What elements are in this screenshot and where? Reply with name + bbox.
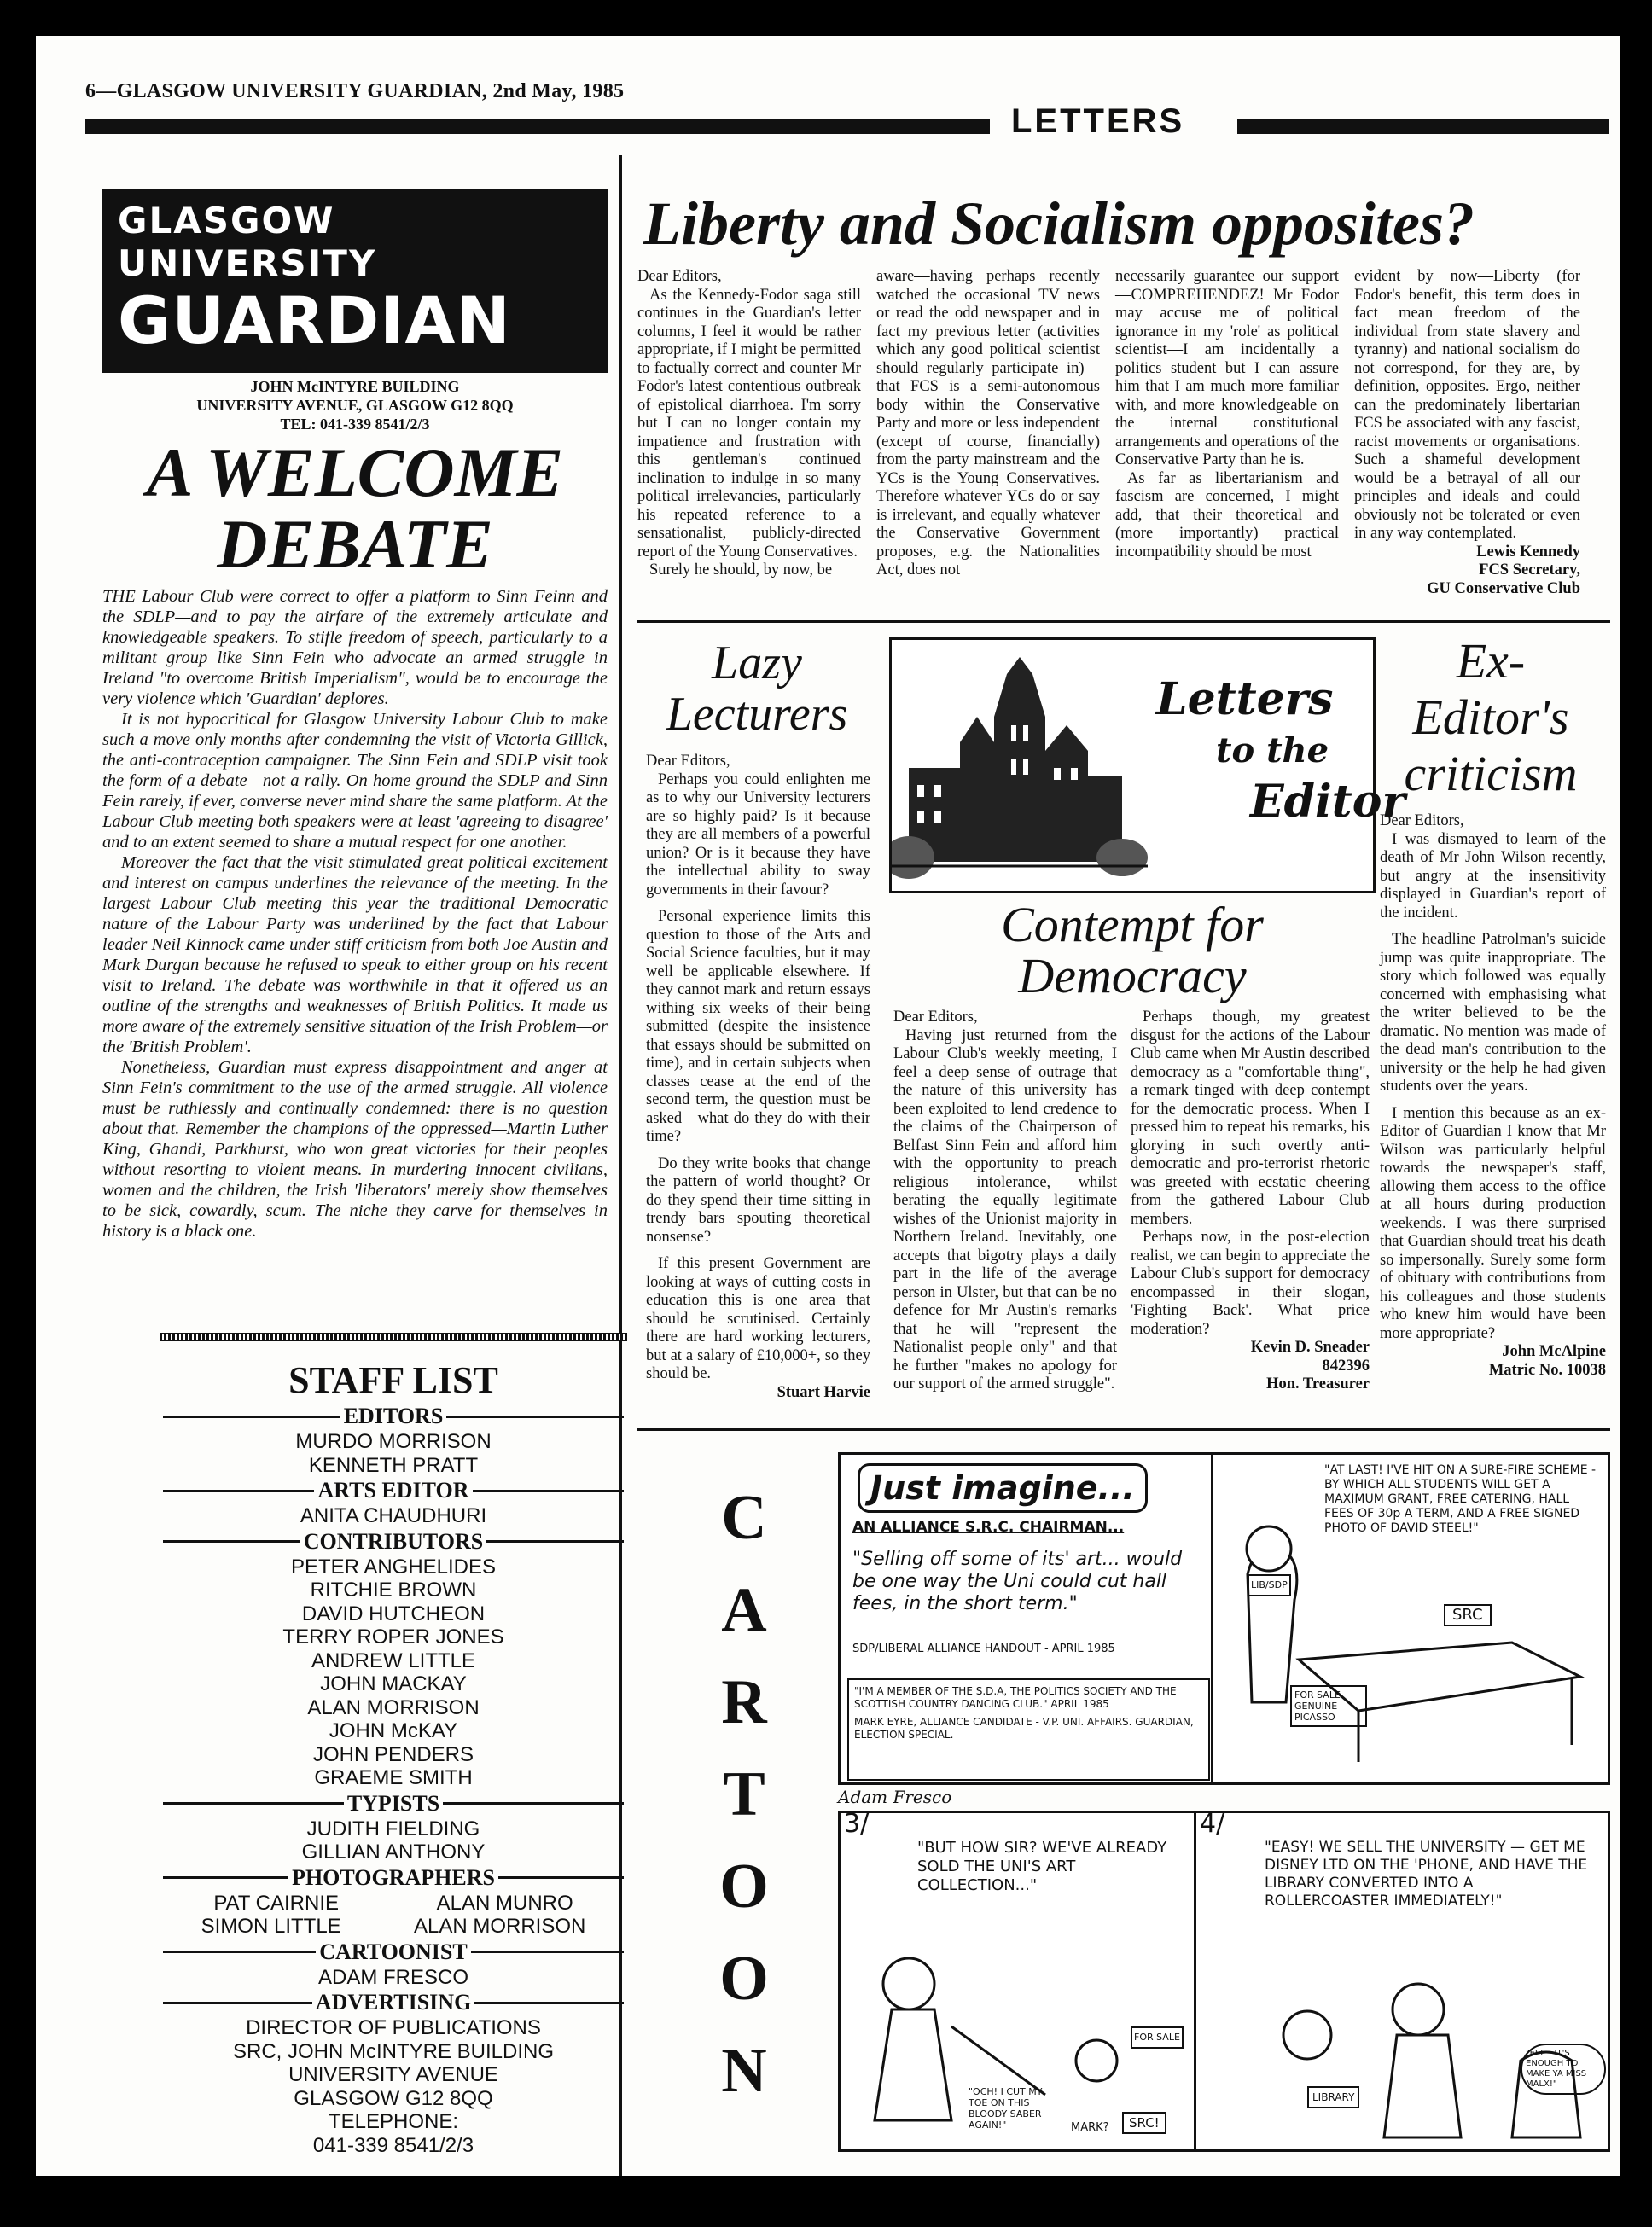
masthead-line3: GUARDIAN	[118, 282, 511, 358]
exeditor-headline-line3: criticism	[1404, 746, 1578, 801]
staff-name: ALAN MORRISON	[307, 1695, 480, 1719]
letter-paragraph: I mention this because as an ex-Editor of Guardian I know that Mr Wilson was particularly helpful towards the newspaper's staff, allowing them access to the office at all hours during production weekends. I was there surprised that Guardian should treat his death so impersonally. Surely some form of obituary with contributions from his colleagues and those students who knew him would have been more appropriate?	[1380, 1104, 1606, 1342]
signature: Hon. Treasurer	[1266, 1375, 1370, 1393]
cartoon-quote1: "Selling off some of its' art... would be one way the Uni could cut hall fees, in the short term."	[852, 1549, 1183, 1614]
liberty-col4	[1354, 268, 1580, 598]
cartoon-source1: SDP/LIBERAL ALLIANCE HANDOUT - APRIL 1985	[852, 1643, 1115, 1655]
staff-name: JUDITH FIELDING	[306, 1817, 480, 1840]
cartoon-panel-3	[838, 1811, 1196, 2152]
staff-heading: ARTS EDITOR	[160, 1478, 627, 1503]
editorial-title	[102, 433, 608, 583]
script-line3: Editor	[1250, 776, 1405, 828]
staff-name: PETER ANGHELIDES	[290, 1555, 497, 1579]
letter-paragraph: aware—having perhaps recently watched the occasional TV news or read the odd newspaper and in fact my previous letter (activities which any good political scientist should regularly participate in)—that FCS is a semi-autonomous body within the Conservative Party and more or less independent (except of course, financially) from the party mainstream and the YCs is the Young Conservatives. Therefore whatever YCs do or say is irrelevant, and equally whatever the Conservative Government proposes, e.g. the Nationalities Act, does not	[876, 268, 1100, 579]
letter-paragraph: As the Kennedy-Fodor saga still continues in the Guardian's letter columns, I feel it would be rather appropriate, if I might be permitted to factually correct and counter Mr Fodor's latest contentious outbreak of epistolical diarrhoea. I'm sorry but I can no longer contain my impatience and frustration with this gentleman's continued inclination to indulge in so many political irrelevancies, particularly his repeated reference to a sensationalist, publicly-directed report of the Young Conservatives.	[637, 286, 861, 561]
cartoon-figure-drawing	[1213, 1455, 1608, 1782]
staff-name: ADAM FRESCO	[317, 1965, 468, 1989]
cartoon-caption: AN ALLIANCE S.R.C. CHAIRMAN...	[852, 1519, 1125, 1536]
section-bar	[85, 102, 1609, 140]
cartoon-logo: Just imagine...	[858, 1463, 1148, 1513]
cartoon-letter: O	[719, 1852, 769, 1922]
section-bar-left	[85, 119, 990, 134]
section-title: LETTERS	[1011, 102, 1185, 140]
letter-paragraph: Having just returned from the Labour Club's weekly meeting, I feel a deep sense of outrage that the nature of this university has been exploited to lend credence to the claims of the Chairperson of Belfast Sinn Fein and afford him with the opportunity to preach religious intolerance, whilst berating the equally legitimate wishes of the Unionist majority in Northern Ireland. Inevitably, one accepts that bigotry plays a daily part in the life of the average person in Ulster, but that can be no defence for Mr Austin's remarks that he will "represent the Nationalist people only" and that he further "makes no apology for our support of the armed struggle".	[893, 1026, 1117, 1393]
cartoon-letter: R	[721, 1667, 767, 1737]
liberty-headline: Liberty and Socialism opposites?	[643, 189, 1475, 258]
lazy-body	[646, 753, 870, 1402]
signature: Lewis Kennedy	[1476, 543, 1580, 561]
staff-heading: PHOTOGRAPHERS	[160, 1865, 627, 1891]
staff-line: GLASGOW G12 8QQ	[294, 2086, 493, 2110]
editorial-paragraph: Moreover the fact that the visit stimulated great political excitement and interest on campus underlines the relevance of the meeting. In the largest Labour Club meeting this year the traditional Democratic nature of the Labour Party was underlined by the fact that Labour leader Neil Kinnock came under stiff criticism from both Joe Austin and Mark Durgan because he refused to speak to either group on his recent visit to Ireland. The debate was worthwhile in that it offered us an outline of the strengths and weaknesses of British Politics. It made us more aware of the extremely sensitive situation of the Irish Problem—or the 'British Problem'.	[102, 853, 608, 1056]
liberty-col2	[876, 268, 1100, 580]
editorial-title-line1: A WELCOME	[146, 433, 564, 511]
letter-paragraph: As far as libertarianism and fascism are concerned, I might add, that their theoretical and (more importantly) practical incompatibility should be most	[1115, 469, 1339, 561]
masthead-address	[102, 377, 608, 433]
staff-name: ANDREW LITTLE	[311, 1648, 476, 1672]
rule	[637, 620, 1610, 623]
lazy-headline-line1: Lazy	[712, 637, 802, 689]
signature: GU Conservative Club	[1427, 579, 1580, 597]
staff-heading: TYPISTS	[160, 1791, 627, 1817]
rule	[637, 1428, 1610, 1431]
letter-paragraph: Perhaps though, my greatest disgust for the actions of the Labour Club came when Mr Austin described democracy as a "comfortable thing", a remark tinged with deep contempt for the democratic process. When I pressed him to repeat his remarks, his glorying in such overtly anti-democratic and pro-terrorist rhetoric was greeted with ecstatic cheering from the gathered Labour Club members.	[1131, 1009, 1370, 1228]
staff-name: RITCHIE BROWN	[310, 1579, 477, 1602]
cartoon-bubble4: "EASY! WE SELL THE UNIVERSITY — GET ME DISNEY LTD ON THE 'PHONE, AND HAVE THE LIBRARY CONVERTED INTO A ROLLERCOASTER IMMEDIATELY!"	[1265, 1839, 1588, 1910]
cartoon-eee-bubble: "EEE - IT'S ENOUGH TO MAKE YA MISS MALX!"	[1521, 2044, 1606, 2095]
cartoon-artist-signature: Adam Fresco	[838, 1787, 952, 1807]
script-line1: Letters	[1156, 673, 1334, 725]
masthead-line1: GLASGOW	[118, 200, 335, 241]
staff-list-title: STAFF LIST	[288, 1359, 498, 1401]
lazy-headline	[637, 637, 876, 740]
contempt-headline	[889, 899, 1376, 1002]
staff-line: UNIVERSITY AVENUE	[288, 2063, 498, 2086]
staff-name: JOHN PENDERS	[312, 1742, 474, 1766]
cartoon-quote2: "I'M A MEMBER OF THE S.D.A, THE POLITICS SOCIETY AND THE SCOTTISH COUNTRY DANCING CLUB." APRIL 1985	[854, 1685, 1177, 1710]
address-line2: UNIVERSITY AVENUE, GLASGOW G12 8QQ	[196, 397, 514, 414]
cartoon-ouch: "OCH! I CUT MY TOE ON THIS BLOODY SABER AGAIN!"	[969, 2086, 1043, 2131]
masthead-line2: UNIVERSITY	[118, 242, 377, 284]
letter-paragraph: Surely he should, by now, be	[649, 561, 833, 579]
staff-list	[160, 1358, 627, 2157]
staff-name: DAVID HUTCHEON	[301, 1602, 486, 1625]
cartoon-letter: O	[719, 1944, 769, 2014]
editorial-body	[102, 586, 608, 1241]
letter-paragraph: Dear Editors,	[637, 268, 722, 285]
newspaper-page	[36, 36, 1620, 2176]
staff-row	[160, 1915, 627, 1939]
panel-number: 4/	[1200, 1809, 1225, 1839]
letter-paragraph: necessarily guarantee our support—COMPREHENDEZ! Mr Fodor may accuse me of political ignorance in my 'role' as political scientist—I am incidentally a politics student but I can assure him that I am much more familiar with, and more knowledgeable on the internal constitutional arrangements and operations of the Conservative Party than he is.	[1115, 268, 1339, 468]
staff-name: ANITA CHAUDHURI	[300, 1504, 487, 1527]
letter-paragraph: Dear Editors,	[893, 1009, 978, 1026]
cartoon-badge: LIB/SDP	[1248, 1574, 1291, 1596]
staff-heading: CARTOONIST	[160, 1939, 627, 1965]
signature: 842396	[1322, 1357, 1370, 1375]
cartoon-letter: N	[721, 2036, 767, 2106]
cartoon-sign-sale: FOR SALE GENUINE PICASSO	[1290, 1685, 1367, 1727]
cartoon-library-sign: LIBRARY	[1307, 2086, 1359, 2108]
cartoon-letter: T	[723, 1759, 765, 1829]
panel-number: 3/	[844, 1809, 870, 1839]
letter-paragraph: If this present Government are looking at ways of cutting costs in education this is one area that should be scrutinised. Certainly there are hard working lecturers, but at a salary of £10,000+, so they should be.	[646, 1255, 870, 1382]
cartoon-panel-4	[1196, 1811, 1610, 2152]
address-tel: TEL: 041-339 8541/2/3	[280, 416, 430, 433]
letter-paragraph: I was dismayed to learn of the death of Mr John Wilson recently, but angry at the insensitivity displayed in Guardian's report of the incident.	[1380, 830, 1606, 922]
contempt-headline-line1: Contempt for	[1001, 897, 1264, 952]
staff-name: ALAN MUNRO	[436, 1891, 573, 1915]
contempt-headline-line2: Democracy	[1018, 948, 1247, 1003]
staff-row	[160, 1892, 627, 1916]
cartoon-sign3: FOR SALE	[1131, 2026, 1184, 2049]
liberty-col1	[637, 268, 861, 580]
letter-paragraph: Dear Editors,	[1380, 812, 1464, 829]
signature: FCS Secretary,	[1479, 561, 1580, 579]
contempt-col2	[1131, 1009, 1370, 1394]
hatched-divider	[160, 1333, 627, 1341]
letter-paragraph: Do they write books that change the pattern of world thought? Or do they spend their time sitting in trendy bars spouting theoretical nonsense?	[646, 1154, 870, 1246]
letter-paragraph: evident by now—Liberty (for Fodor's benefit, this term does in fact mean freedom of the individual from state slavery and tyranny) and national socialism do not correspond, for they are, by definition, opposites. Ergo, neither can the predominately libertarian FCS be associated with any fascist, racist movements or organisations. Such a shameful development would be a betrayal of all our principles and ideals and could obviously not be tolerated or even in any way contemplated.	[1354, 268, 1580, 542]
letter-paragraph: Perhaps you could enlighten me as to why our University lecturers are so highly paid? Is it because they are all members of a powerful union? Or is it because they have the intellectual ability to sway governments in their favour?	[646, 770, 870, 898]
staff-name: KENNETH PRATT	[308, 1453, 479, 1477]
staff-name: JOHN McKAY	[329, 1719, 458, 1742]
cartoon-letter: C	[721, 1483, 767, 1553]
editorial-paragraph: Nonetheless, Guardian must express disappointment and anger at Sinn Fein's commitment to the use of the armed struggle. All violence must be ruthlessly and continually condemned: there is no question about that. Remember the champions of the oppressed—Martin Luther King, Ghandi, Parkhurst, who won great victories for their peoples without resorting to violent means. In murdering innocent civilians, women and the children, the Irish 'liberators' merely show themselves to be sick, cowardly, scum. The niche they carve for themselves in history is a black one.	[102, 1058, 608, 1241]
letter-paragraph: Personal experience limits this question to those of the Arts and Social Science faculties, but it may well be applicable elsewhere. If they cannot mark and return essays withing six weeks of their being submitted (despite the insistence that essays should be submitted on time), and in certain subjects when classes cease at the end of the second term, the question must be asked—what do they do with their time?	[646, 908, 870, 1145]
cartoon-bubble1: "AT LAST! I'VE HIT ON A SURE-FIRE SCHEME - BY WHICH ALL STUDENTS WILL GET A MAXIMUM GRANT, FREE CATERING, HALL FEES OF 30p A TERM, AND A FREE SIGNED PHOTO OF DAVID STEEL!"	[1324, 1463, 1597, 1535]
staff-heading: ADVERTISING	[160, 1990, 627, 2015]
exeditor-headline	[1376, 633, 1606, 802]
staff-line: 041-339 8541/2/3	[312, 2133, 474, 2157]
masthead	[102, 189, 608, 373]
cartoon-quote-box	[847, 1678, 1210, 1781]
staff-name: PAT CAIRNIE	[213, 1891, 340, 1915]
letter-paragraph: The headline Patrolman's suicide jump was quite inappropriate. The story which followed was equally concerned with emphasising what the writer believed to be the dramatic. No mention was made of the dead man's contribution to the university or the help he had given students over the years.	[1380, 931, 1606, 1095]
exeditor-headline-line1: Ex-	[1456, 633, 1526, 689]
editorial-title-line2: DEBATE	[217, 505, 493, 583]
letter-paragraph: Perhaps now, in the post-election realist, we can begin to appreciate the Labour Club's support for democracy encompassed in their slogan, 'Fighting Back'. What price moderation?	[1131, 1229, 1370, 1338]
staff-heading: EDITORS	[160, 1404, 627, 1429]
cartoon-panel-1	[838, 1452, 1213, 1785]
script-line2: to the	[1216, 730, 1329, 770]
signature: Kevin D. Sneader	[1250, 1339, 1370, 1356]
cartoon-src3: SRC!	[1122, 2112, 1166, 2134]
cartoon-panel-2	[1213, 1452, 1610, 1785]
editorial-paragraph: THE Labour Club were correct to offer a platform to Sinn Feinn and the SDLP—and to pay the airfare of the extremely articulate and knowledgeable speakers. To stifle freedom of speech, particularly to a militant group like Sinn Fein who advocate an armed struggle in Ireland "to overcome British Imperialism", would be to encourage the very violence which 'Guardian' deplores.	[102, 587, 608, 708]
letters-illustration	[889, 637, 1405, 893]
cartoon-source2: MARK EYRE, ALLIANCE CANDIDATE - V.P. UNI. AFFAIRS. GUARDIAN, ELECTION SPECIAL.	[854, 1716, 1194, 1741]
contempt-col1	[893, 1009, 1117, 1394]
cartoon-sign-src: SRC	[1444, 1604, 1492, 1626]
editorial-paragraph: It is not hypocritical for Glasgow University Labour Club to make such a move only months after condemning the visit of Victoria Gillick, the anti-contraception campaigner. The Sinn Fein and SDLP visit took the form of a debate—not a rally. On home ground the SDLP and Sinn Fein rarely, if ever, converse never mind share the same platform. At the Labour Club meeting both speakers were at least 'agreeing to disagree' and to an extent seemed to share a mutual respect for one another.	[102, 710, 608, 852]
staff-name: TERRY ROPER JONES	[282, 1625, 504, 1648]
address-line1: JOHN McINTYRE BUILDING	[250, 378, 460, 395]
exeditor-body	[1380, 812, 1606, 1380]
staff-name: JOHN MACKAY	[320, 1672, 467, 1695]
liberty-col3	[1115, 268, 1339, 561]
signature: Matric No. 10038	[1488, 1361, 1606, 1379]
illustration-script	[1156, 674, 1405, 828]
staff-line: DIRECTOR OF PUBLICATIONS	[246, 2016, 541, 2039]
cartoon-figures-drawing-2	[1196, 1809, 1608, 2149]
staff-name: ALAN MORRISON	[413, 1915, 586, 1938]
cartoon-mark: MARK?	[1071, 2121, 1109, 2134]
staff-line: SRC, JOHN McINTYRE BUILDING	[232, 2039, 555, 2063]
staff-name: GILLIAN ANTHONY	[301, 1840, 486, 1864]
exeditor-headline-line2: Editor's	[1412, 689, 1569, 745]
signature: Stuart Harvie	[777, 1383, 870, 1401]
staff-name: MURDO MORRISON	[295, 1430, 492, 1453]
cartoon-bubble3: "BUT HOW SIR? WE'VE ALREADY SOLD THE UNI'S ART COLLECTION..."	[917, 1839, 1167, 1894]
lazy-headline-line2: Lecturers	[666, 688, 848, 741]
staff-name: GRAEME SMITH	[314, 1766, 473, 1789]
staff-line: TELEPHONE:	[328, 2110, 459, 2133]
staff-heading: CONTRIBUTORS	[160, 1529, 627, 1555]
cartoon-letter: A	[721, 1575, 767, 1645]
signature: John McAlpine	[1502, 1343, 1606, 1360]
staff-name: SIMON LITTLE	[201, 1915, 341, 1938]
running-head: 6—GLASGOW UNIVERSITY GUARDIAN, 2nd May, 1985	[85, 80, 625, 102]
letter-paragraph: Dear Editors,	[646, 753, 730, 770]
section-bar-right	[1237, 119, 1609, 134]
